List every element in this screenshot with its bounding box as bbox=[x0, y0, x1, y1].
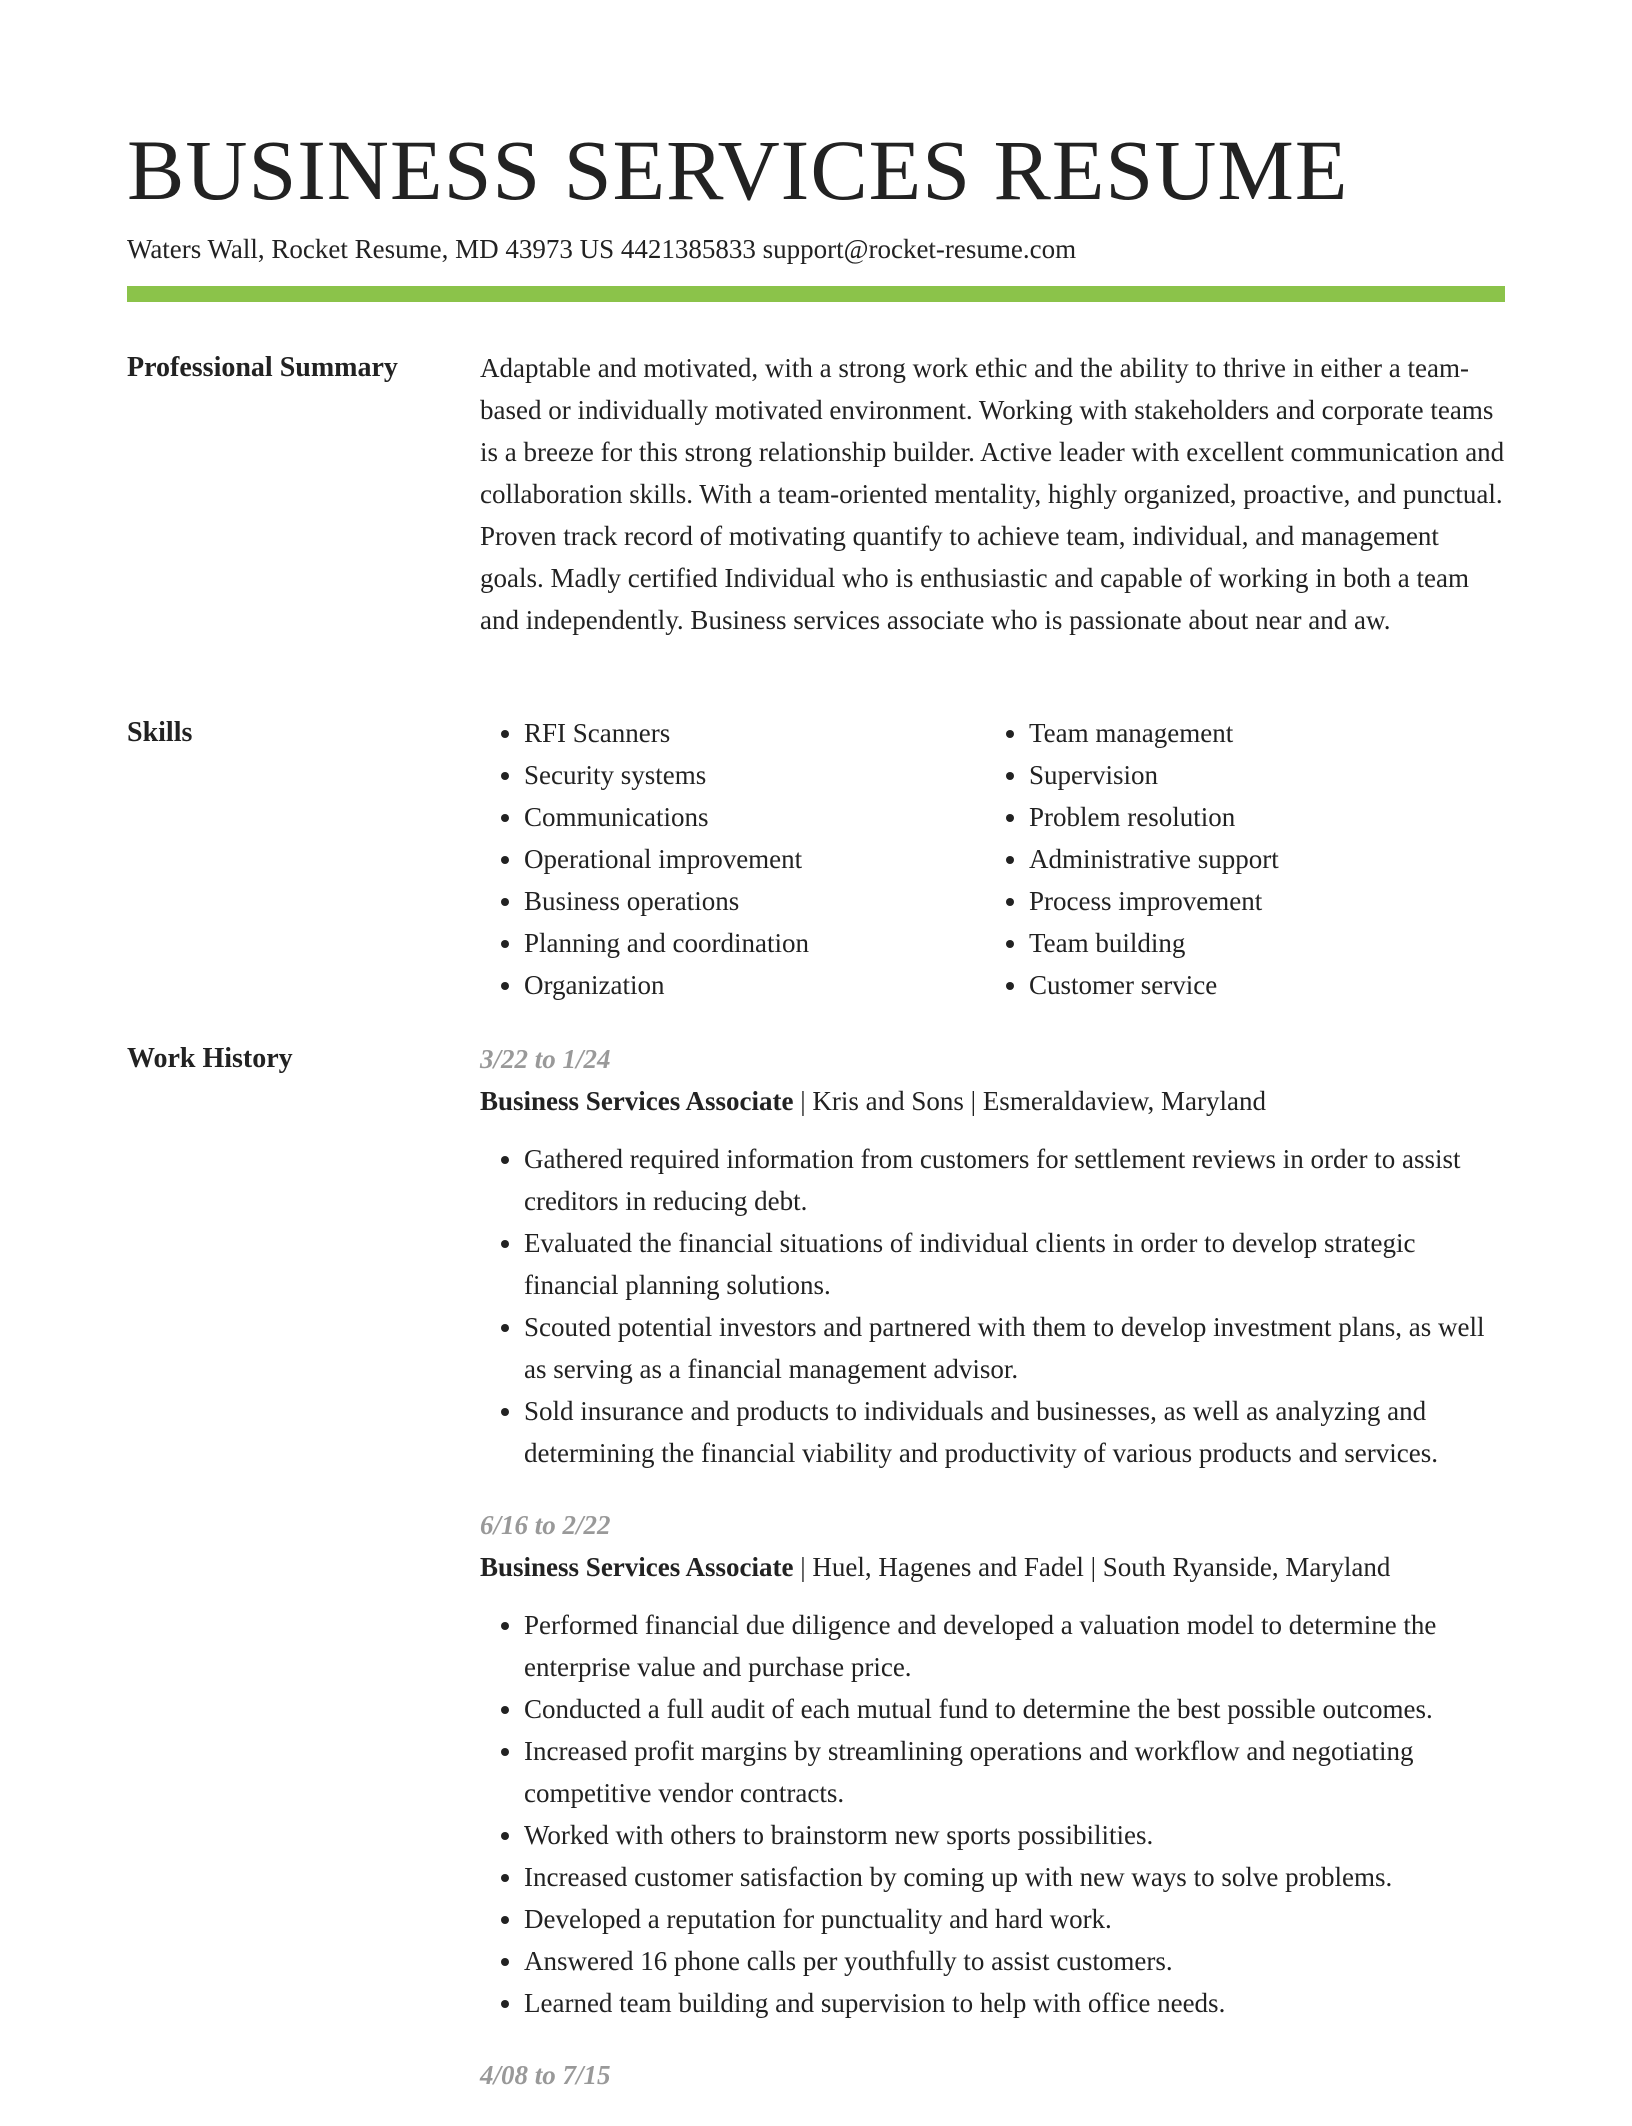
contact-email[interactable]: support@rocket-resume.com bbox=[762, 234, 1077, 264]
skills-label: Skills bbox=[127, 717, 193, 748]
job-bullets bbox=[480, 1138, 1505, 1474]
skill-item: • Supervision bbox=[1029, 754, 1490, 796]
skill-item: • Process improvement bbox=[1029, 880, 1490, 922]
job-bullet: • Learned team building and supervision to help with office needs. bbox=[524, 1982, 1505, 2024]
job-entry bbox=[480, 1504, 1505, 2024]
job-entry bbox=[480, 2054, 1505, 2096]
resume-title: BUSINESS SERVICES RESUME bbox=[127, 122, 1349, 218]
work-history-body bbox=[480, 1038, 1505, 2126]
contact-address: Waters Wall, Rocket Resume, MD 43973 US bbox=[127, 234, 615, 264]
job-bullet: • Gathered required information from customers for settlement reviews in order to assist creditors in reducing debt. bbox=[524, 1138, 1505, 1222]
summary-label: Professional Summary bbox=[127, 352, 398, 383]
skill-item: • Communications bbox=[524, 796, 985, 838]
job-date: 6/16 to 2/22 bbox=[480, 1510, 611, 1540]
job-bullet: • Scouted potential investors and partnered with them to develop investment plans, as well as serving as a financial management advisor. bbox=[524, 1306, 1505, 1390]
job-date: 3/22 to 1/24 bbox=[480, 1044, 611, 1074]
job-title: Business Services Associate bbox=[480, 1086, 794, 1116]
contact-line bbox=[127, 232, 1076, 266]
skill-item: • Administrative support bbox=[1029, 838, 1490, 880]
skill-item: • RFI Scanners bbox=[524, 712, 985, 754]
job-bullet: • Answered 16 phone calls per youthfully to assist customers. bbox=[524, 1940, 1505, 1982]
summary-text: Adaptable and motivated, with a strong work ethic and the ability to thrive in either a team-based or individually motivated environment. Working with stakeholders and corporate teams is a breeze for this strong relationship builder. Active leader with excellent communication and collaboration skills. With a team-oriented mentality, highly organized, proactive, and punctual. Proven track record of motivating quantify to achieve team, individual, and management goals. Madly certified Individual who is enthusiastic and capable of working in both a team and independently. Business services associate who is passionate about near and aw. bbox=[480, 353, 1505, 635]
skill-item: • Customer service bbox=[1029, 964, 1490, 1006]
job-details: | Huel, Hagenes and Fadel | South Ryanside, Maryland bbox=[793, 1552, 1391, 1582]
job-bullet: • Worked with others to brainstorm new sports possibilities. bbox=[524, 1814, 1505, 1856]
work-history-label: Work History bbox=[127, 1043, 293, 1074]
job-bullet: • Increased profit margins by streamlining operations and workflow and negotiating competitive vendor contracts. bbox=[524, 1730, 1505, 1814]
job-bullet: • Conducted a full audit of each mutual fund to determine the best possible outcomes. bbox=[524, 1688, 1505, 1730]
skill-item: • Business operations bbox=[524, 880, 985, 922]
job-heading bbox=[480, 1546, 1505, 1588]
skill-item: • Problem resolution bbox=[1029, 796, 1490, 838]
job-bullet: • Increased customer satisfaction by coming up with new ways to solve problems. bbox=[524, 1856, 1505, 1898]
skill-item: • Security systems bbox=[524, 754, 985, 796]
summary-body bbox=[480, 347, 1505, 641]
skill-item: • Planning and coordination bbox=[524, 922, 985, 964]
job-title: Business Services Associate bbox=[480, 1552, 794, 1582]
contact-phone: 4421385833 bbox=[620, 234, 756, 264]
skill-item: • Team management bbox=[1029, 712, 1490, 754]
job-date: 4/08 to 7/15 bbox=[480, 2060, 611, 2090]
skills-list-left bbox=[480, 712, 985, 1006]
job-bullet: • Performed financial due diligence and developed a valuation model to determine the enterprise value and purchase price. bbox=[524, 1604, 1505, 1688]
skills-list-right bbox=[985, 712, 1490, 1006]
skill-item: • Organization bbox=[524, 964, 985, 1006]
job-heading bbox=[480, 1080, 1505, 1122]
job-entry bbox=[480, 1038, 1505, 1474]
job-bullet: • Developed a reputation for punctuality and hard work. bbox=[524, 1898, 1505, 1940]
skill-item: • Operational improvement bbox=[524, 838, 985, 880]
job-bullet: • Evaluated the financial situations of individual clients in order to develop strategic financial planning solutions. bbox=[524, 1222, 1505, 1306]
skill-item: • Team building bbox=[1029, 922, 1490, 964]
job-bullets bbox=[480, 1604, 1505, 2024]
header-divider bbox=[127, 286, 1505, 302]
job-bullet: • Sold insurance and products to individuals and businesses, as well as analyzing and determining the financial viability and productivity of various products and services. bbox=[524, 1390, 1505, 1474]
job-details: | Kris and Sons | Esmeraldaview, Maryland bbox=[793, 1086, 1266, 1116]
skills-body bbox=[480, 712, 1505, 1006]
